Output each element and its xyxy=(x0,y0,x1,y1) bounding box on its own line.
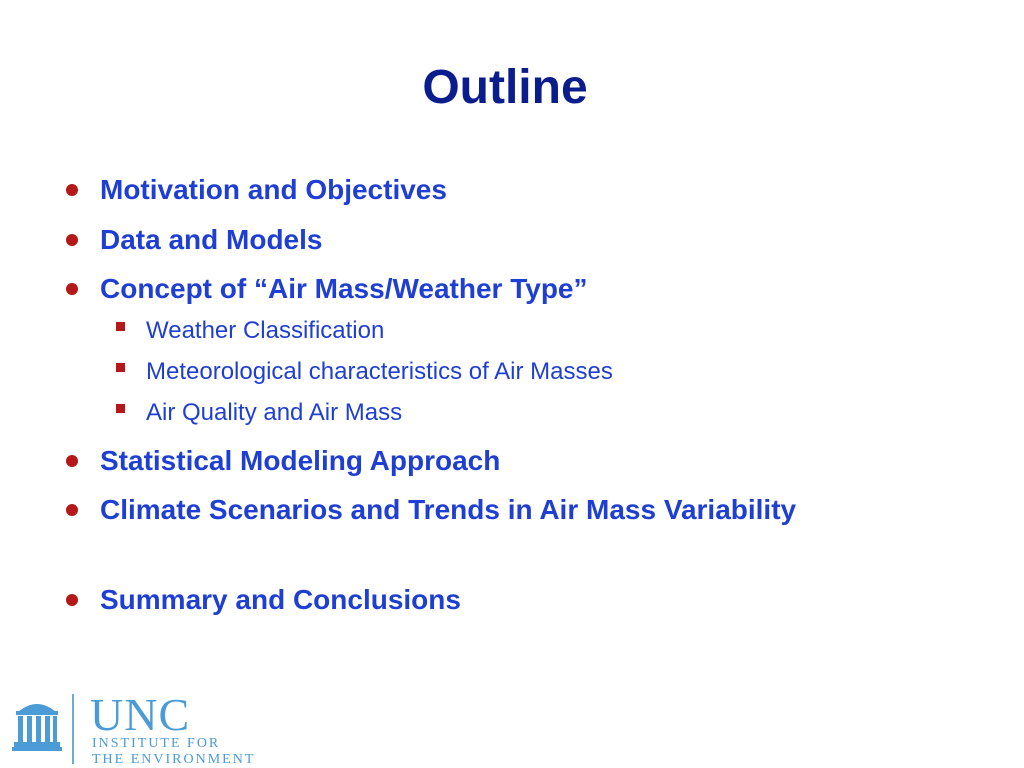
bullet-item: Statistical Modeling Approach xyxy=(100,445,501,476)
bullet-dot-icon xyxy=(66,234,78,246)
bullet-square-icon xyxy=(116,363,125,372)
sub-bullet-item: Weather Classification xyxy=(146,317,385,344)
bullet-dot-icon xyxy=(66,504,78,516)
bullet-item: Motivation and Objectives xyxy=(100,174,447,205)
bullet-dot-icon xyxy=(66,594,78,606)
bullet-square-icon xyxy=(116,322,125,331)
bullet-item: Data and Models xyxy=(100,224,323,255)
bullet-item: Climate Scenarios and Trends in Air Mass Variability xyxy=(100,494,797,525)
bullet-dot-icon xyxy=(66,184,78,196)
logo-subtitle-line1: INSTITUTE FOR xyxy=(92,736,221,751)
bullet-dot-icon xyxy=(66,455,78,467)
bullet-square-icon xyxy=(116,404,125,413)
sub-bullet-item: Air Quality and Air Mass xyxy=(146,399,403,426)
logo-wordmark: UNC xyxy=(90,689,191,740)
bullet-dot-icon xyxy=(66,283,78,295)
bullet-item: Summary and Conclusions xyxy=(100,584,461,615)
sub-bullet-item: Meteorological characteristics of Air Masses xyxy=(146,358,613,385)
logo-divider xyxy=(72,694,74,764)
bullet-item: Concept of “Air Mass/Weather Type” xyxy=(100,273,588,304)
logo-subtitle-line2: THE ENVIRONMENT xyxy=(92,752,256,767)
old-well-icon xyxy=(12,696,62,752)
unc-logo xyxy=(8,690,278,768)
slide-title: Outline xyxy=(422,61,588,114)
